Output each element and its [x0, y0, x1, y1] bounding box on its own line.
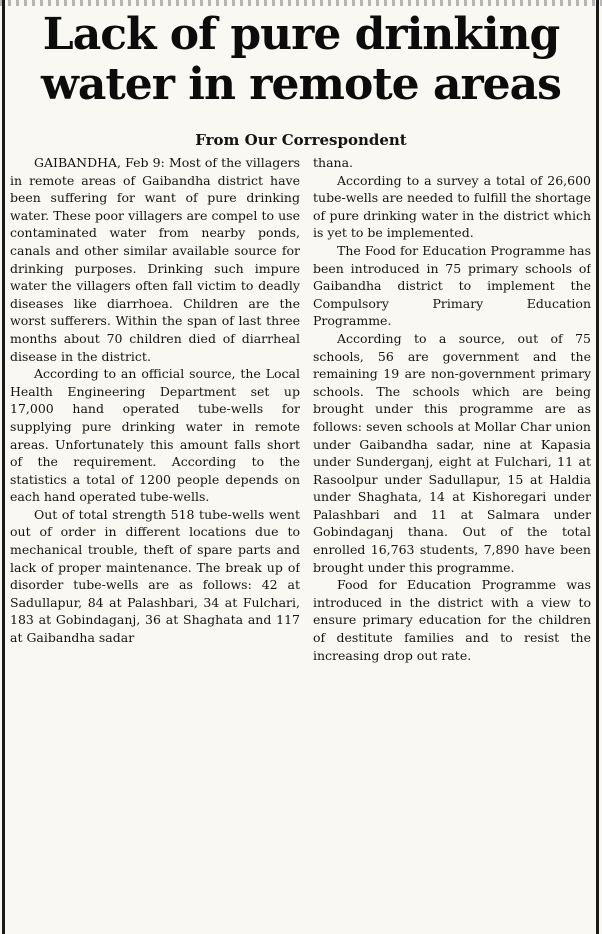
paragraph-5: The Food for Education Programme has been introduced in 75 primary schools of Gaibandha district to implement the Compulsory Primary Education Programme.: [313, 242, 591, 329]
paragraph-1: [10, 154, 300, 365]
dateline: GAIBANDHA, Feb 9:: [34, 155, 165, 170]
headline: Lack of pure drinking water in remote areas: [41, 9, 561, 110]
paragraph-3-continuation: thana.: [313, 155, 354, 170]
paragraph-1-text: Most of the villagers in remote areas of Gaibandha district have been suffering for want of pure drinking water. These poor villagers are compel to use contaminated water from nearby ponds, canals and other similar available source for drinking purposes. Drinking such impure water the villagers often fall victim to deadly diseases like diarrhoea. Children are the worst sufferers. Within the span of last three months about 70 children died of diarrheal disease in the district.: [10, 155, 300, 364]
left-border-rule: [2, 0, 5, 934]
paragraph-6: According to a source, out of 75 schools, 56 are government and the remaining 19 are non-government primary schools. The schools which are being brought under this programme are as follows: seven schools at Mollar Char union under Gaibandha sadar, nine at Kapasia under Sunderganj, eight at Fulchari, 11 at Rasoolpur under Sadullapur, 15 at Haldia under Shaghata, 14 at Kishoregari under Palashbari and 11 at Salmara under Gobindaganj thana. Out of the total enrolled 16,763 students, 7,890 have been brought under this programme.: [313, 330, 591, 575]
right-border-rule: [596, 0, 599, 934]
left-column: [10, 154, 300, 932]
paragraph-4: According to a survey a total of 26,600 tube-wells are needed to fulfill the shortage of pure drinking water in the district which is yet to be implemented.: [313, 172, 591, 241]
top-rule: [0, 0, 602, 6]
paragraph-7: Food for Education Programme was introduced in the district with a view to ensure primary education for the children of destitute families and to resist the increasing drop out rate.: [313, 577, 591, 663]
right-column: [313, 154, 591, 932]
paragraph-3: Out of total strength 518 tube-wells went out of order in different locations due to mechanical trouble, theft of spare parts and lack of proper maintenance. The break up of disorder tube-wells are as follows: 42 at Sadullapur, 84 at Palashbari, 34 at Fulchari, 183 at Gobindaganj, 36 at Shaghata and 117 at Gaibandha sadar: [10, 506, 300, 646]
paragraph-2: According to an official source, the Local Health Engineering Department set up 17,000 hand operated tube-wells for supplying pure drinking water in remote areas. Unfortunately this amount falls short of the requirement. According to the statistics a total of 1200 people depends on each hand operated tube-wells.: [10, 366, 300, 505]
byline: From Our Correspondent: [195, 131, 407, 149]
